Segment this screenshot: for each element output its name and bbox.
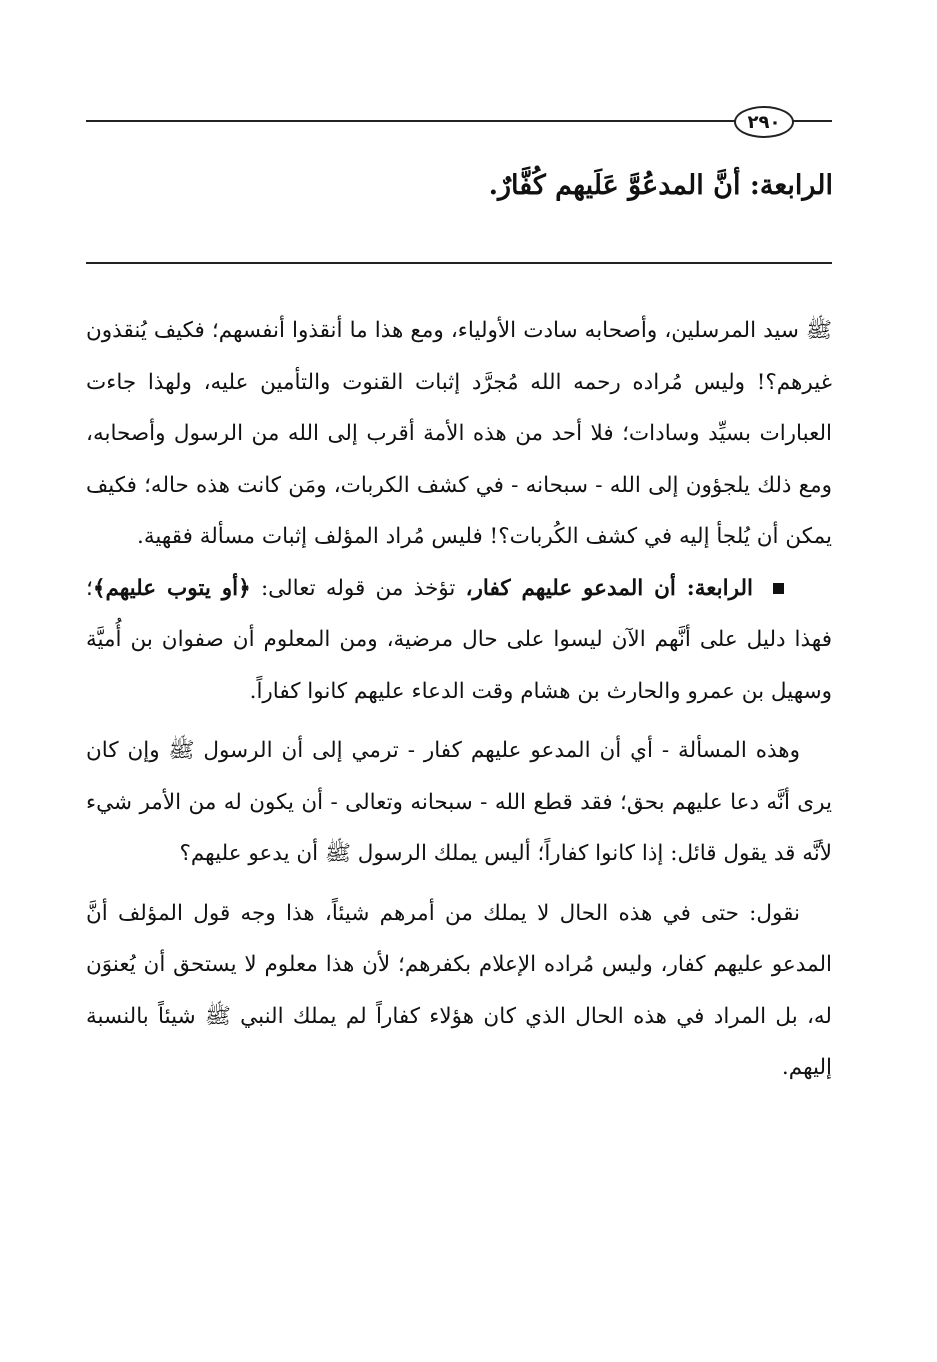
matn-separator-rule [86, 262, 832, 264]
issue-explanation: ؛ فهذا دليل على أنَّهم الآن ليسوا على حال مرضية، ومن المعلوم أن صفوان بن أُميَّة وسهيل بن عمرو والحارث بن هشام وقت الدعاء عليهم كانوا كفاراً. [86, 575, 832, 704]
page-number: ٢٩٠ [734, 106, 794, 138]
matn-heading: الرابعة: أنَّ المدعُوَّ عَلَيهم كُفَّارٌ. [488, 170, 833, 201]
paragraph-4: نقول: حتى في هذه الحال لا يملك من أمرهم شيئاً، هذا وجه قول المؤلف أنَّ المدعو عليهم كفار، وليس مُراده الإعلام بكفرهم؛ لأن هذا معلوم لا يستحق أن يُعنوَن له، بل المراد في هذه الحال الذي كان هؤلاء كفاراً لم يملك النبي ﷺ شيئاً بالنسبة إليهم. [86, 900, 832, 1080]
paragraph-1: ﷺ سيد المرسلين، وأصحابه سادت الأولياء، ومع هذا ما أنقذوا أنفسهم؛ فكيف يُنقذون غيرهم؟! وليس مُراده رحمه الله مُجرَّد إثبات القنوت والتأمين عليه، ولهذا جاءت العبارات بسيِّد وسادات؛ فلا أحد من هذه الأمة أقرب إلى الله من الرسول وأصحابه، ومع ذلك يلجؤون إلى الله - سبحانه - في كشف الكربات، ومَن كانت هذه حاله؛ فكيف يمكن أن يُلجأ إليه في كشف الكُربات؟! فليس مُراد المؤلف إثبات مسألة فقهية. [86, 318, 832, 549]
square-bullet-icon [773, 583, 784, 594]
issue-intro: تؤخذ من قوله تعالى: [250, 575, 466, 601]
quran-quote: ﴿أو يتوب عليهم﴾ [92, 575, 251, 601]
issue-heading: الرابعة: أن المدعو عليهم كفار، [465, 575, 753, 601]
paragraph-3: وهذه المسألة - أي أن المدعو عليهم كفار - ترمي إلى أن الرسول ﷺ وإن كان يرى أنَّه دعا عليهم بحق؛ فقد قطع الله - سبحانه وتعالى - أن يكون له من الأمر شيء لأنَّه قد يقول قائل: إذا كانوا كفاراً؛ أليس يملك الرسول ﷺ أن يدعو عليهم؟ [86, 738, 832, 866]
commentary-body [86, 305, 832, 1094]
paragraph-2 [86, 563, 832, 718]
header-rule [86, 120, 832, 122]
